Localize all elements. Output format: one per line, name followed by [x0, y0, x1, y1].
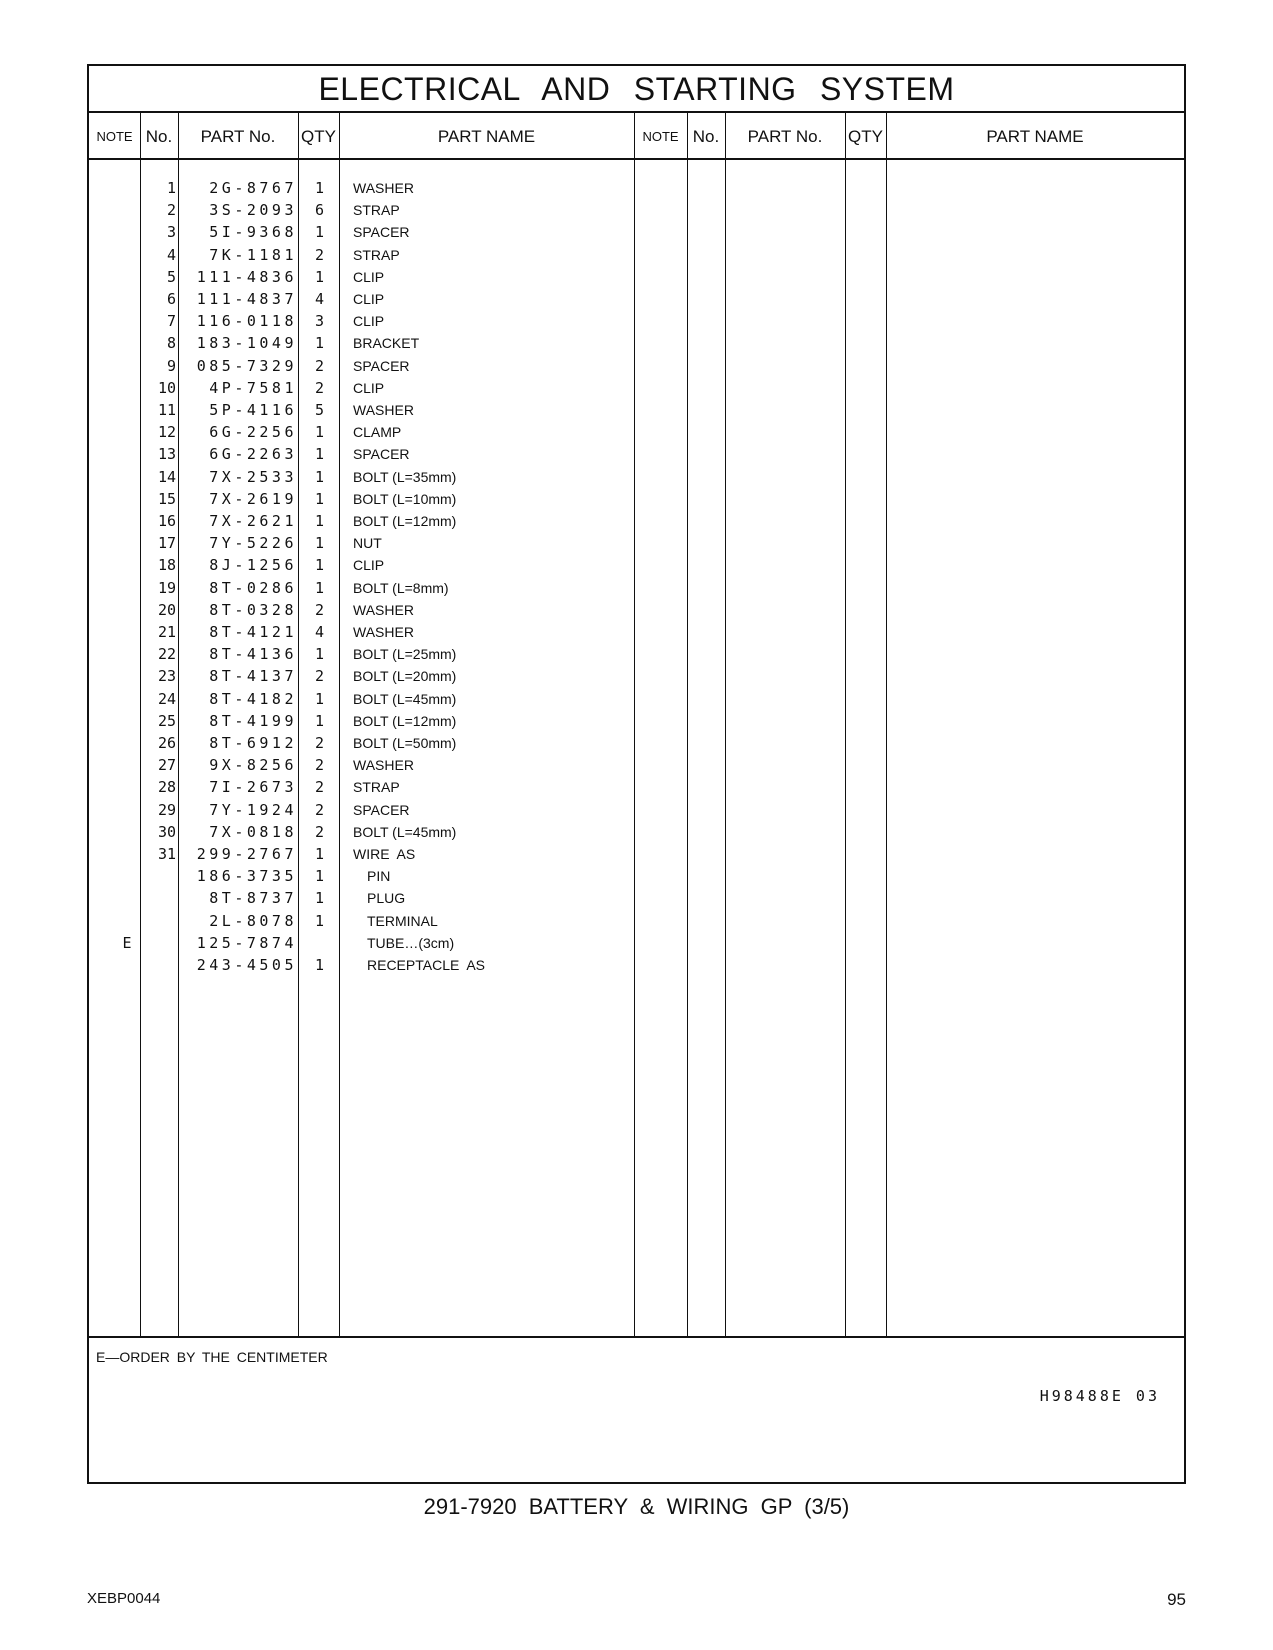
row-part-name: BRACKET [353, 335, 420, 352]
row-quantity: 2 [314, 778, 324, 797]
row-part-name: BOLT (L=45mm) [353, 823, 457, 840]
row-part-name: WIRE AS [353, 846, 416, 862]
table-row [89, 910, 1184, 932]
header-qty: QTY [301, 126, 336, 146]
row-part-number: 111-4836 [196, 267, 297, 286]
table-row [89, 843, 1184, 865]
table-row [89, 288, 1184, 310]
table-row [89, 821, 1184, 843]
row-number [142, 954, 176, 976]
row-note [117, 554, 137, 576]
row-note [117, 643, 137, 665]
row-part-number: 8T-6912 [209, 734, 297, 752]
row-number: 5 [166, 267, 176, 286]
row-part-name: PLUG [367, 890, 406, 907]
row-part-number: 8T-4199 [209, 711, 297, 730]
table-row [89, 266, 1184, 288]
row-part-name: RECEPTACLE AS [367, 957, 486, 973]
table-row [89, 776, 1184, 798]
row-note [117, 288, 137, 310]
row-note [117, 954, 137, 976]
row-part-name: BOLT (L=20mm) [353, 668, 457, 685]
footnote: E—ORDER BY THE CENTIMETER [96, 1349, 328, 1365]
row-number: 20 [157, 600, 176, 619]
row-part-name: WASHER [353, 180, 414, 196]
row-quantity: 1 [314, 867, 324, 886]
row-note [117, 843, 137, 865]
table-row [89, 310, 1184, 332]
table-row [89, 799, 1184, 821]
table-row [89, 244, 1184, 266]
row-part-name: STRAP [353, 202, 400, 219]
header-part-name-right: PART NAME [986, 126, 1084, 146]
table-row [89, 577, 1184, 599]
row-part-name: TERMINAL [367, 912, 438, 929]
row-note [117, 221, 137, 243]
row-quantity: 2 [314, 800, 324, 819]
row-number: 26 [157, 734, 176, 752]
section-title: ELECTRICAL AND STARTING SYSTEM [318, 70, 955, 107]
row-part-name: TUBE…(3cm) [367, 934, 455, 951]
row-quantity: 2 [314, 822, 324, 841]
row-part-number: 7I-2673 [209, 778, 297, 797]
row-number: 10 [157, 378, 176, 397]
row-part-name: CLIP [353, 557, 385, 574]
table-row [89, 177, 1184, 199]
drawing-code: H98488E 03 [1039, 1387, 1160, 1405]
row-part-number: 299-2767 [196, 845, 297, 863]
table-row [89, 488, 1184, 510]
row-part-name: CLIP [353, 379, 385, 396]
row-number: 17 [157, 534, 176, 553]
row-quantity: 1 [314, 423, 324, 442]
row-part-name: BOLT (L=25mm) [353, 646, 457, 663]
table-row [89, 887, 1184, 909]
row-part-number: 5P-4116 [209, 401, 297, 419]
row-note [117, 821, 137, 843]
row-part-name: BOLT (L=12mm) [353, 513, 457, 529]
row-part-number: 7K-1181 [209, 245, 297, 264]
table-row [89, 510, 1184, 532]
row-number: 9 [166, 356, 176, 375]
table-row [89, 732, 1184, 754]
row-note [117, 355, 137, 377]
row-number [142, 887, 176, 909]
row-quantity: 2 [314, 667, 324, 686]
table-row [89, 621, 1184, 643]
row-part-number: 243-4505 [196, 956, 297, 974]
table-row [89, 643, 1184, 665]
row-part-name: WASHER [353, 601, 414, 618]
row-note [117, 443, 137, 465]
row-part-name: SPACER [353, 357, 410, 374]
row-note [117, 732, 137, 754]
row-quantity: 1 [314, 512, 324, 530]
row-part-name: SPACER [353, 801, 410, 818]
header-no: No. [145, 126, 173, 146]
row-part-number: 6G-2256 [209, 423, 297, 442]
row-quantity: 1 [314, 578, 324, 597]
table-row [89, 199, 1184, 221]
row-part-number: 8T-0286 [209, 578, 297, 597]
row-quantity: 1 [314, 445, 324, 464]
row-note: E [122, 933, 132, 952]
row-quantity: 1 [314, 645, 324, 664]
row-note [117, 199, 137, 221]
row-number: 16 [157, 512, 176, 530]
row-part-number: 7X-2619 [209, 489, 297, 508]
row-number: 27 [157, 756, 176, 775]
row-part-number: 7X-2533 [209, 467, 297, 486]
row-note [117, 244, 137, 266]
header-note: NOTE [96, 129, 133, 144]
row-part-name: CLAMP [353, 424, 402, 441]
parts-table-frame [87, 64, 1186, 1484]
row-number: 3 [166, 223, 176, 242]
row-number: 31 [157, 845, 176, 863]
row-quantity: 2 [314, 600, 324, 619]
row-quantity: 1 [314, 489, 324, 508]
row-part-number: 111-4837 [196, 290, 297, 308]
row-part-name: CLIP [353, 268, 385, 285]
row-number: 8 [166, 334, 176, 353]
row-part-name: BOLT (L=10mm) [353, 490, 457, 507]
row-part-name: STRAP [353, 779, 400, 796]
row-part-name: WASHER [353, 402, 414, 418]
row-note [117, 399, 137, 421]
row-part-number: 9X-8256 [209, 756, 297, 775]
row-part-number: 4P-7581 [209, 378, 297, 397]
row-quantity: 2 [314, 734, 324, 752]
row-part-number: 116-0118 [196, 312, 297, 331]
row-part-number: 125-7874 [196, 933, 297, 952]
table-row [89, 421, 1184, 443]
row-note [117, 754, 137, 776]
row-note [117, 887, 137, 909]
row-quantity: 4 [314, 290, 324, 308]
row-note [117, 665, 137, 687]
row-number: 18 [157, 556, 176, 575]
row-note [117, 710, 137, 732]
row-note [117, 688, 137, 710]
row-number [142, 932, 176, 954]
row-note [117, 621, 137, 643]
row-number: 21 [157, 623, 176, 641]
row-part-number: 8T-4137 [209, 667, 297, 686]
table-row [89, 865, 1184, 887]
row-part-name: SPACER [353, 224, 410, 241]
row-quantity: 1 [314, 223, 324, 242]
table-row [89, 599, 1184, 621]
row-quantity: 3 [314, 312, 324, 331]
row-part-name: WASHER [353, 757, 414, 774]
row-part-name: WASHER [353, 624, 414, 640]
table-row [89, 665, 1184, 687]
row-part-number: 8T-4182 [209, 689, 297, 708]
row-quantity: 1 [314, 845, 324, 863]
row-part-name: BOLT (L=45mm) [353, 690, 457, 707]
row-number: 14 [157, 467, 176, 486]
table-row [89, 532, 1184, 554]
row-number: 4 [166, 245, 176, 264]
row-part-name: BOLT (L=35mm) [353, 468, 457, 485]
row-number: 29 [157, 800, 176, 819]
row-quantity: 1 [314, 911, 324, 930]
row-part-number: 8T-4136 [209, 645, 297, 664]
table-row [89, 332, 1184, 354]
row-part-name: PIN [367, 868, 391, 885]
row-number: 6 [166, 290, 176, 308]
page-number: 95 [1167, 1590, 1186, 1609]
row-quantity: 4 [314, 623, 324, 641]
row-quantity: 1 [314, 467, 324, 486]
row-part-number: 7Y-1924 [209, 800, 297, 819]
row-note [117, 599, 137, 621]
table-row [89, 443, 1184, 465]
row-number [142, 865, 176, 887]
table-row [89, 710, 1184, 732]
row-note [117, 865, 137, 887]
table-row [89, 377, 1184, 399]
row-note [117, 776, 137, 798]
row-part-number: 085-7329 [196, 356, 297, 375]
row-number: 2 [166, 201, 176, 220]
header-note-right: NOTE [642, 129, 679, 144]
row-note [117, 577, 137, 599]
row-note [117, 266, 137, 288]
table-row [89, 399, 1184, 421]
row-quantity: 2 [314, 756, 324, 775]
row-quantity: 1 [314, 889, 324, 908]
row-part-name: BOLT (L=50mm) [353, 735, 457, 751]
row-part-number: 2L-8078 [209, 911, 297, 930]
row-part-number: 8J-1256 [209, 556, 297, 575]
row-number: 7 [166, 312, 176, 331]
row-part-name: CLIP [353, 291, 385, 307]
row-part-number: 183-1049 [196, 334, 297, 353]
row-number: 22 [157, 645, 176, 664]
row-quantity: 1 [314, 711, 324, 730]
table-row [89, 466, 1184, 488]
row-quantity: 1 [314, 689, 324, 708]
row-part-number: 7X-2621 [209, 512, 297, 530]
table-row [89, 688, 1184, 710]
row-quantity: 2 [314, 245, 324, 264]
group-subtitle: 291-7920 BATTERY & WIRING GP (3/5) [423, 1494, 850, 1519]
row-part-number: 8T-8737 [209, 889, 297, 908]
row-part-number: 3S-2093 [209, 201, 297, 220]
row-quantity: 1 [314, 556, 324, 575]
footer-divider [89, 1336, 1184, 1338]
row-note [117, 510, 137, 532]
row-note [117, 332, 137, 354]
row-quantity: 1 [314, 534, 324, 553]
row-number: 24 [157, 689, 176, 708]
row-quantity: 6 [314, 201, 324, 220]
row-number: 19 [157, 578, 176, 597]
row-quantity: 2 [314, 356, 324, 375]
table-row [89, 221, 1184, 243]
row-part-number: 186-3735 [196, 867, 297, 886]
row-number: 1 [166, 179, 176, 197]
table-row [89, 954, 1184, 976]
row-quantity: 1 [314, 956, 324, 974]
row-part-number: 8T-0328 [209, 600, 297, 619]
row-part-number: 5I-9368 [209, 223, 297, 242]
table-row [89, 554, 1184, 576]
header-part-no: PART No. [200, 126, 276, 146]
row-number: 12 [157, 423, 176, 442]
row-number [142, 910, 176, 932]
row-part-name: BOLT (L=12mm) [353, 712, 457, 729]
table-row [89, 754, 1184, 776]
row-note [117, 910, 137, 932]
table-row [89, 932, 1184, 954]
row-part-number: 7Y-5226 [209, 534, 297, 553]
row-number: 25 [157, 711, 176, 730]
header-no-right: No. [692, 126, 720, 146]
row-part-number: 8T-4121 [209, 623, 297, 641]
row-quantity: 5 [314, 401, 324, 419]
row-part-name: NUT [353, 535, 382, 552]
row-part-name: CLIP [353, 313, 385, 330]
row-note [117, 799, 137, 821]
header-qty-right: QTY [848, 126, 883, 146]
row-note [117, 466, 137, 488]
row-part-number: 2G-8767 [209, 179, 297, 197]
row-number: 30 [157, 822, 176, 841]
row-number: 28 [157, 778, 176, 797]
header-part-no-right: PART No. [747, 126, 823, 146]
row-number: 15 [157, 489, 176, 508]
row-note [117, 310, 137, 332]
row-part-name: STRAP [353, 246, 400, 263]
row-quantity: 2 [314, 378, 324, 397]
row-part-name: SPACER [353, 446, 410, 463]
table-row [89, 355, 1184, 377]
row-quantity [296, 932, 324, 954]
row-quantity: 1 [314, 267, 324, 286]
row-part-number: 7X-0818 [209, 822, 297, 841]
row-part-name: BOLT (L=8mm) [353, 579, 449, 596]
row-quantity: 1 [314, 334, 324, 353]
row-quantity: 1 [314, 179, 324, 197]
row-note [117, 532, 137, 554]
row-number: 23 [157, 667, 176, 686]
document-id: XEBP0044 [87, 1590, 161, 1607]
row-part-number: 6G-2263 [209, 445, 297, 464]
row-note [117, 421, 137, 443]
row-number: 13 [157, 445, 176, 464]
row-note [117, 177, 137, 199]
header-part-name: PART NAME [437, 126, 536, 146]
row-note [117, 377, 137, 399]
row-number: 11 [157, 401, 176, 419]
row-note [117, 488, 137, 510]
